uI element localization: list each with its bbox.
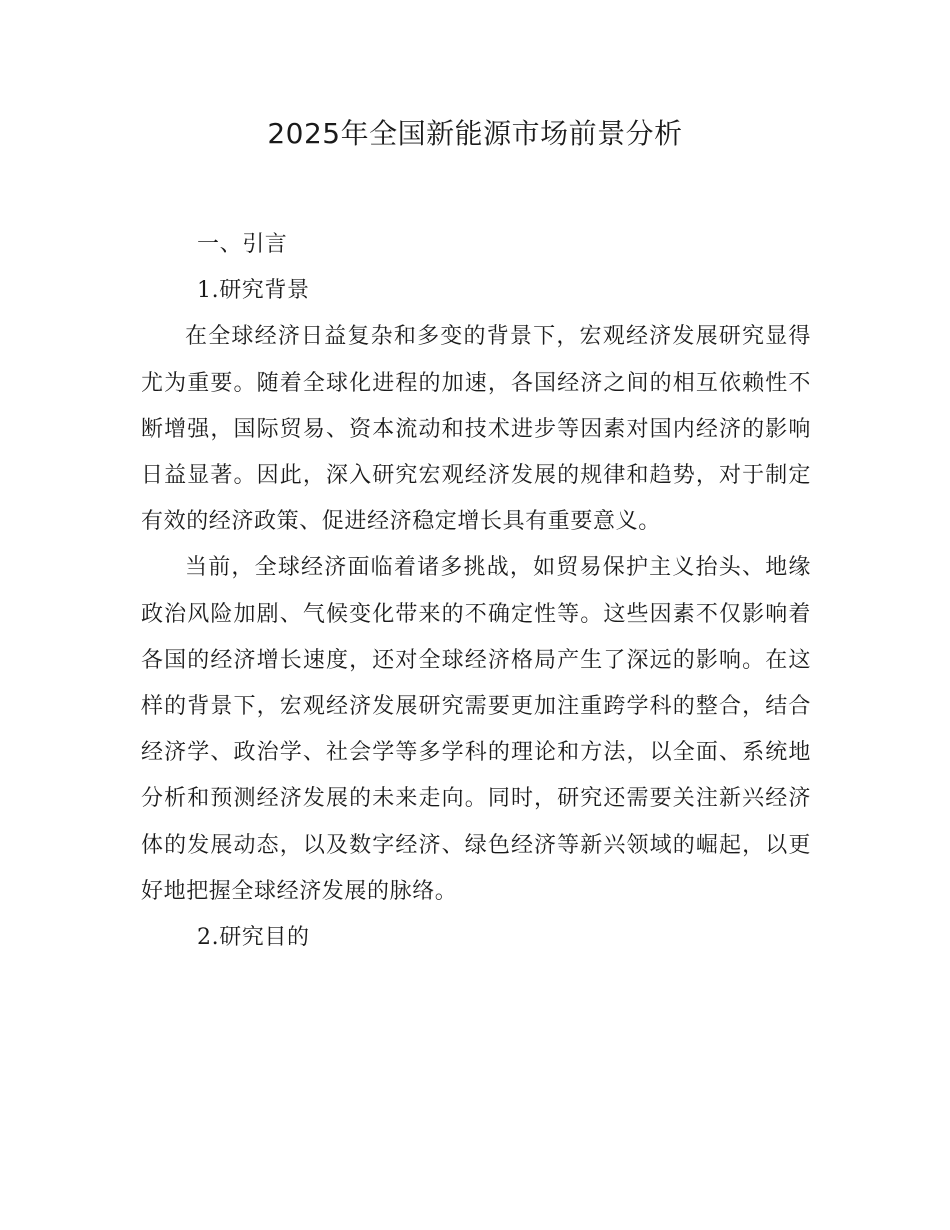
- paragraph-research-background-1: 在全球经济日益复杂和多变的背景下，宏观经济发展研究显得尤为重要。随着全球化进程的加速，各国经济之间的相互依赖性不断增强，国际贸易、资本流动和技术进步等因素对国内经济的影响日益显著。因此，深入研究宏观经济发展的规律和趋势，对于制定有效的经济政策、促进经济稳定增长具有重要意义。: [141, 324, 811, 535]
- paragraph-research-background-2: 当前，全球经济面临着诸多挑战，如贸易保护主义抬头、地缘政治风险加剧、气候变化带来的不确定性等。这些因素不仅影响着各国的经济增长速度，还对全球经济格局产生了深远的影响。在这样的背景下，宏观经济发展研究需要更加注重跨学科的整合，结合经济学、政治学、社会学等多学科的理论和方法，以全面、系统地分析和预测经济发展的未来走向。同时，研究还需要关注新兴经济体的发展动态，以及数字经济、绿色经济等新兴领域的崛起，以更好地把握全球经济发展的脉络。: [141, 555, 811, 904]
- section-heading-introduction: 一、引言: [197, 232, 288, 257]
- subsection-heading-research-background: 1.研究背景: [197, 278, 310, 304]
- document-body: [141, 222, 811, 961]
- subsection-heading-research-purpose: 2.研究目的: [197, 925, 310, 951]
- document-title: 2025年全国新能源市场前景分析: [267, 117, 683, 150]
